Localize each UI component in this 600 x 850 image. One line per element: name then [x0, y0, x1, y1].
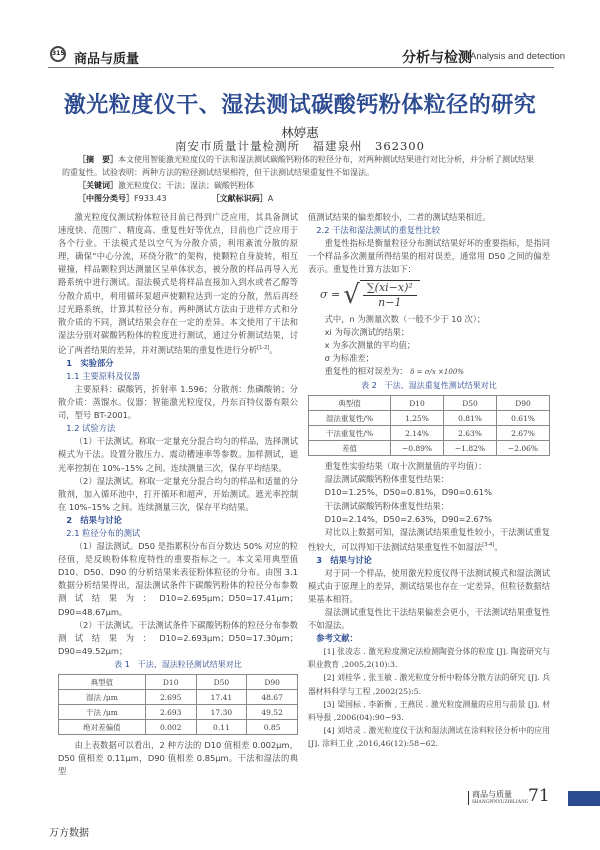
table2-caption: 表 2 干法、湿法重复性测试结果对比: [361, 381, 497, 391]
intro-paragraph: 激光粒度仪测试粉体粒径目前已得到广泛应用，其具备测试速度快、范围广、精度高、重复性好等优点，目前也广泛应用于各个行业。干法模式是以空气为分散介质，利用紊流分散的原理，确保“中心分流，环绕分散”的架构，使颗粒自身旋转，相互碰撞，样品颗粒到达测量区呈单体状态，被分散的样品再导入光路系统中进行测试。湿法模式是将样品直接加入到水或者乙醇等分散介质中，利用循环泵超声使颗粒达到一定的分散，然后再经过光路系统，计算其粒径分布。两种测试方法由于进样方式和分散介质的不同，测试结果会存在一定的差异。本文使用了干法和湿法分别对碳酸钙粉体的粒度进行测试，通过分析测试结果，讨论了两者结果的差异，并对测试结果的重复性进行分析[1-2]。: [58, 212, 298, 355]
left-column: [58, 211, 298, 778]
relative-error-line: 重复性的相对误差为： δ = σ/x ×100%: [324, 366, 464, 377]
doc-code-label: ［文献标识码］: [211, 194, 268, 203]
keywords-label: ［关键词］: [78, 181, 118, 190]
table-row: 差值 −0.89% −1.82% −2.06%: [309, 441, 550, 456]
materials-paragraph: 主要原料：碳酸钙，折射率 1.596；分散剂：焦磷酸钠；分散介质：蒸馏水。仪器：智能激光粒度仪，丹东百特仪器有限公司，型号 BT-2001。: [58, 383, 298, 421]
header-divider: [48, 67, 554, 68]
heading-results: 2 结果与讨论: [66, 514, 122, 525]
table-row: 干法重复性/% 2.14% 2.63% 2.67%: [309, 426, 550, 441]
watermark: 万方数据: [49, 828, 89, 839]
footer-journal-en: SHANGPINYUZHILIANG: [472, 800, 529, 805]
clc-label: ［中图分类号］: [78, 194, 134, 203]
table-row: 湿法 /μm 2.695 17.41 48.67: [59, 690, 298, 705]
author: 林婷惠: [281, 125, 319, 140]
section-title-cn: 分析与检测: [402, 50, 472, 66]
where-xi: xi 为每次测试的结果；: [324, 326, 410, 337]
conclusion-paragraph-2: 湿法测试重复性比干法结果偏差会更小，干法测试结果重复性不如湿法。: [308, 607, 550, 631]
abstract-text: 本文使用智能激光粒度仪的干法和湿法测试碳酸钙粉体的粒径分布，对两种测试结果进行对比分析，并分析了测试结果的重复性。试验表明：两种方法的粒径测试结果相符，但干法测试结果重复性不如湿法。: [62, 155, 534, 177]
heading-method: 1.2 试验方法: [66, 423, 116, 434]
method-dry-paragraph: （1）干法测试。称取一定量充分混合均匀的样品，选择测试模式为干法。设置分散压力、震动槽速率等参数。加样测试，遮光率控制在 10%–15% 之间。连续测量三次，保存平均结果。: [58, 436, 298, 473]
article-title: 激光粒度仪干、湿法测试碳酸钙粉体粒径的研究: [63, 92, 537, 118]
heading-repeatability: 2.2 干法和湿法测试的重复性比较: [316, 225, 440, 236]
clc-value: F933.43: [134, 194, 167, 203]
repeat-result-intro: 重复性实验结果（取十次测量值的平均值）：: [324, 461, 487, 472]
heading-conclusion: 3 结果与讨论: [316, 554, 372, 565]
footer-journal-cn: 商品与质量: [472, 790, 512, 799]
keywords-text: 激光粒度仪；干法；湿法；碳酸钙粉体: [118, 181, 254, 190]
footer-accent-bar: [568, 791, 600, 806]
abstract-block: [62, 153, 540, 205]
table-header-row: 典型值 D10 D50 D90: [59, 675, 298, 690]
method-wet-paragraph: （2）湿法测试。称取一定量充分混合均匀的样品和适量的分散剂，加入循环池中，打开循环和超声，开始测试。遮光率控制在 10%–15% 之间。连续测量三次，保存平均结果。: [58, 475, 298, 512]
right-column: [308, 211, 550, 750]
std-dev-formula: σ = √ $\frac{\text{∑(xi−x)²}}{n-1}$: [320, 280, 550, 308]
where-n: 式中，n 为测量次数（一般不少于 10 次）；: [324, 313, 486, 324]
where-sigma: σ 为标准差；: [324, 352, 374, 363]
table-row: 绝对差偏值 0.002 0.11 0.85: [59, 720, 298, 735]
table-row: 湿法重复性/% 1.25% 0.81% 0.61%: [309, 411, 550, 426]
references-heading: 参考文献：: [316, 633, 358, 644]
journal-name: 商品与质量: [74, 52, 140, 67]
sqrt-icon: √: [343, 279, 360, 310]
abstract-label: ［摘 要］: [78, 155, 118, 164]
table-row: 干法 /μm 2.693 17.30 49.52: [59, 705, 298, 720]
journal-logo-icon: 315: [50, 46, 66, 62]
conclusion-paragraph-1: 对于同一个样品，使用激光粒度仪得干法测试模式和湿法测试模式由于原理上的差异，测试结果也存在一定差异，但粒径数据结果基本相符。: [308, 567, 550, 604]
continuation-paragraph: 值测试结果的偏差都较小，二者的测试结果相近。: [308, 212, 491, 222]
table1-note-paragraph: 由上表数据可以看出，2 种方法的 D10 值相差 0.002μm，D50 值相差 0.11μm，D90 值相差 0.85μm。干法和湿法的典型: [58, 740, 298, 777]
doc-code-value: A: [267, 194, 274, 203]
reference-item: [4] 刘培灵 . 激光粒度仪干法和湿法测试在涂料粒径分析中的应用 [J]. 涂料工业 ,2016,46(12):58−62.: [308, 725, 550, 748]
heading-distribution: 2.1 粒径分布的测试: [66, 528, 141, 539]
wet-result-paragraph: （1）湿法测试。D50 是指累积分布百分数达 50% 对应的粒径值，是反映粉体粒度特性的重要指标之一。本文采用典型值 D10、D50、D90 的分析结果来表征粉体粒径的分布。由图 3.1 数据分析结果得出，湿法测试条件下碳酸钙粉体的粒径分布参数测试结果为：D10=2.695μm；D50=17.41μm；D90=48.67μm。: [58, 541, 298, 617]
compare-paragraph: 对比以上数据可知，湿法测试结果重复性较小，干法测试重复性较大，可以得知干法测试结果重复性不如湿法[3-4]。: [308, 526, 550, 552]
dry-result-paragraph: （2）干法测试。干法测试条件下碳酸钙粉体的粒径分布参数测试结果为：D10=2.693μm；D50=17.30μm；D90=49.52μm；: [58, 619, 298, 656]
affiliation: 南安市质量计量检测所 福建泉州 362300: [175, 139, 425, 153]
wet-repeat-label: 湿法测试碳酸钙粉体重复性结果：: [324, 474, 450, 485]
table2: [308, 395, 550, 456]
reference-item: [1] 张凌志 . 激光粒度测定法检测陶瓷分体的粒度 [J]. 陶瓷研究与职业教育 ,2005,2(10):3.: [308, 647, 550, 670]
section-title-en: Analysis and detection: [470, 51, 566, 62]
wet-repeat-values: D10=1.25%，D50=0.81%，D90=0.61%: [324, 487, 492, 498]
heading-materials: 1.1 主要原料及仪器: [66, 370, 141, 381]
relative-error-formula: δ = σ/x ×100%: [410, 368, 464, 377]
dry-repeat-label: 干法测试碳酸钙粉体重复性结果：: [324, 500, 450, 511]
table1: [58, 674, 298, 735]
reference-item: [3] 梁国标 , 李新衡 , 王燕民 . 激光粒度测量的应用与前景 [J]. 材料导报 ,2006(04):90−93.: [308, 699, 550, 722]
where-x: x 为多次测量的平均值；: [324, 339, 416, 350]
table1-caption: 表 1 干法、湿法粒径测试结果对比: [114, 659, 242, 669]
page-number: 71: [528, 786, 550, 806]
repeatability-definition: 重复性指标是衡量粒径分布测试结果好坏的重要指标，是指同一个样品多次测量所得结果的相对误差，通常用 D50 之间的偏差表示。重复性计算方法如下：: [308, 238, 550, 275]
table-header-row: 典型值 D10 D50 D90: [309, 396, 550, 411]
heading-experiment: 1 实验部分: [66, 357, 114, 368]
dry-repeat-values: D10=2.14%，D50=2.63%，D90=2.67%: [324, 513, 492, 524]
reference-item: [2] 刘桂华 , 张玉敏 . 激光粒度分析中粉体分散方法的研究 [J]. 兵器材料科学与工程 ,2002(25):5.: [308, 673, 550, 696]
footer-divider: [468, 791, 469, 805]
